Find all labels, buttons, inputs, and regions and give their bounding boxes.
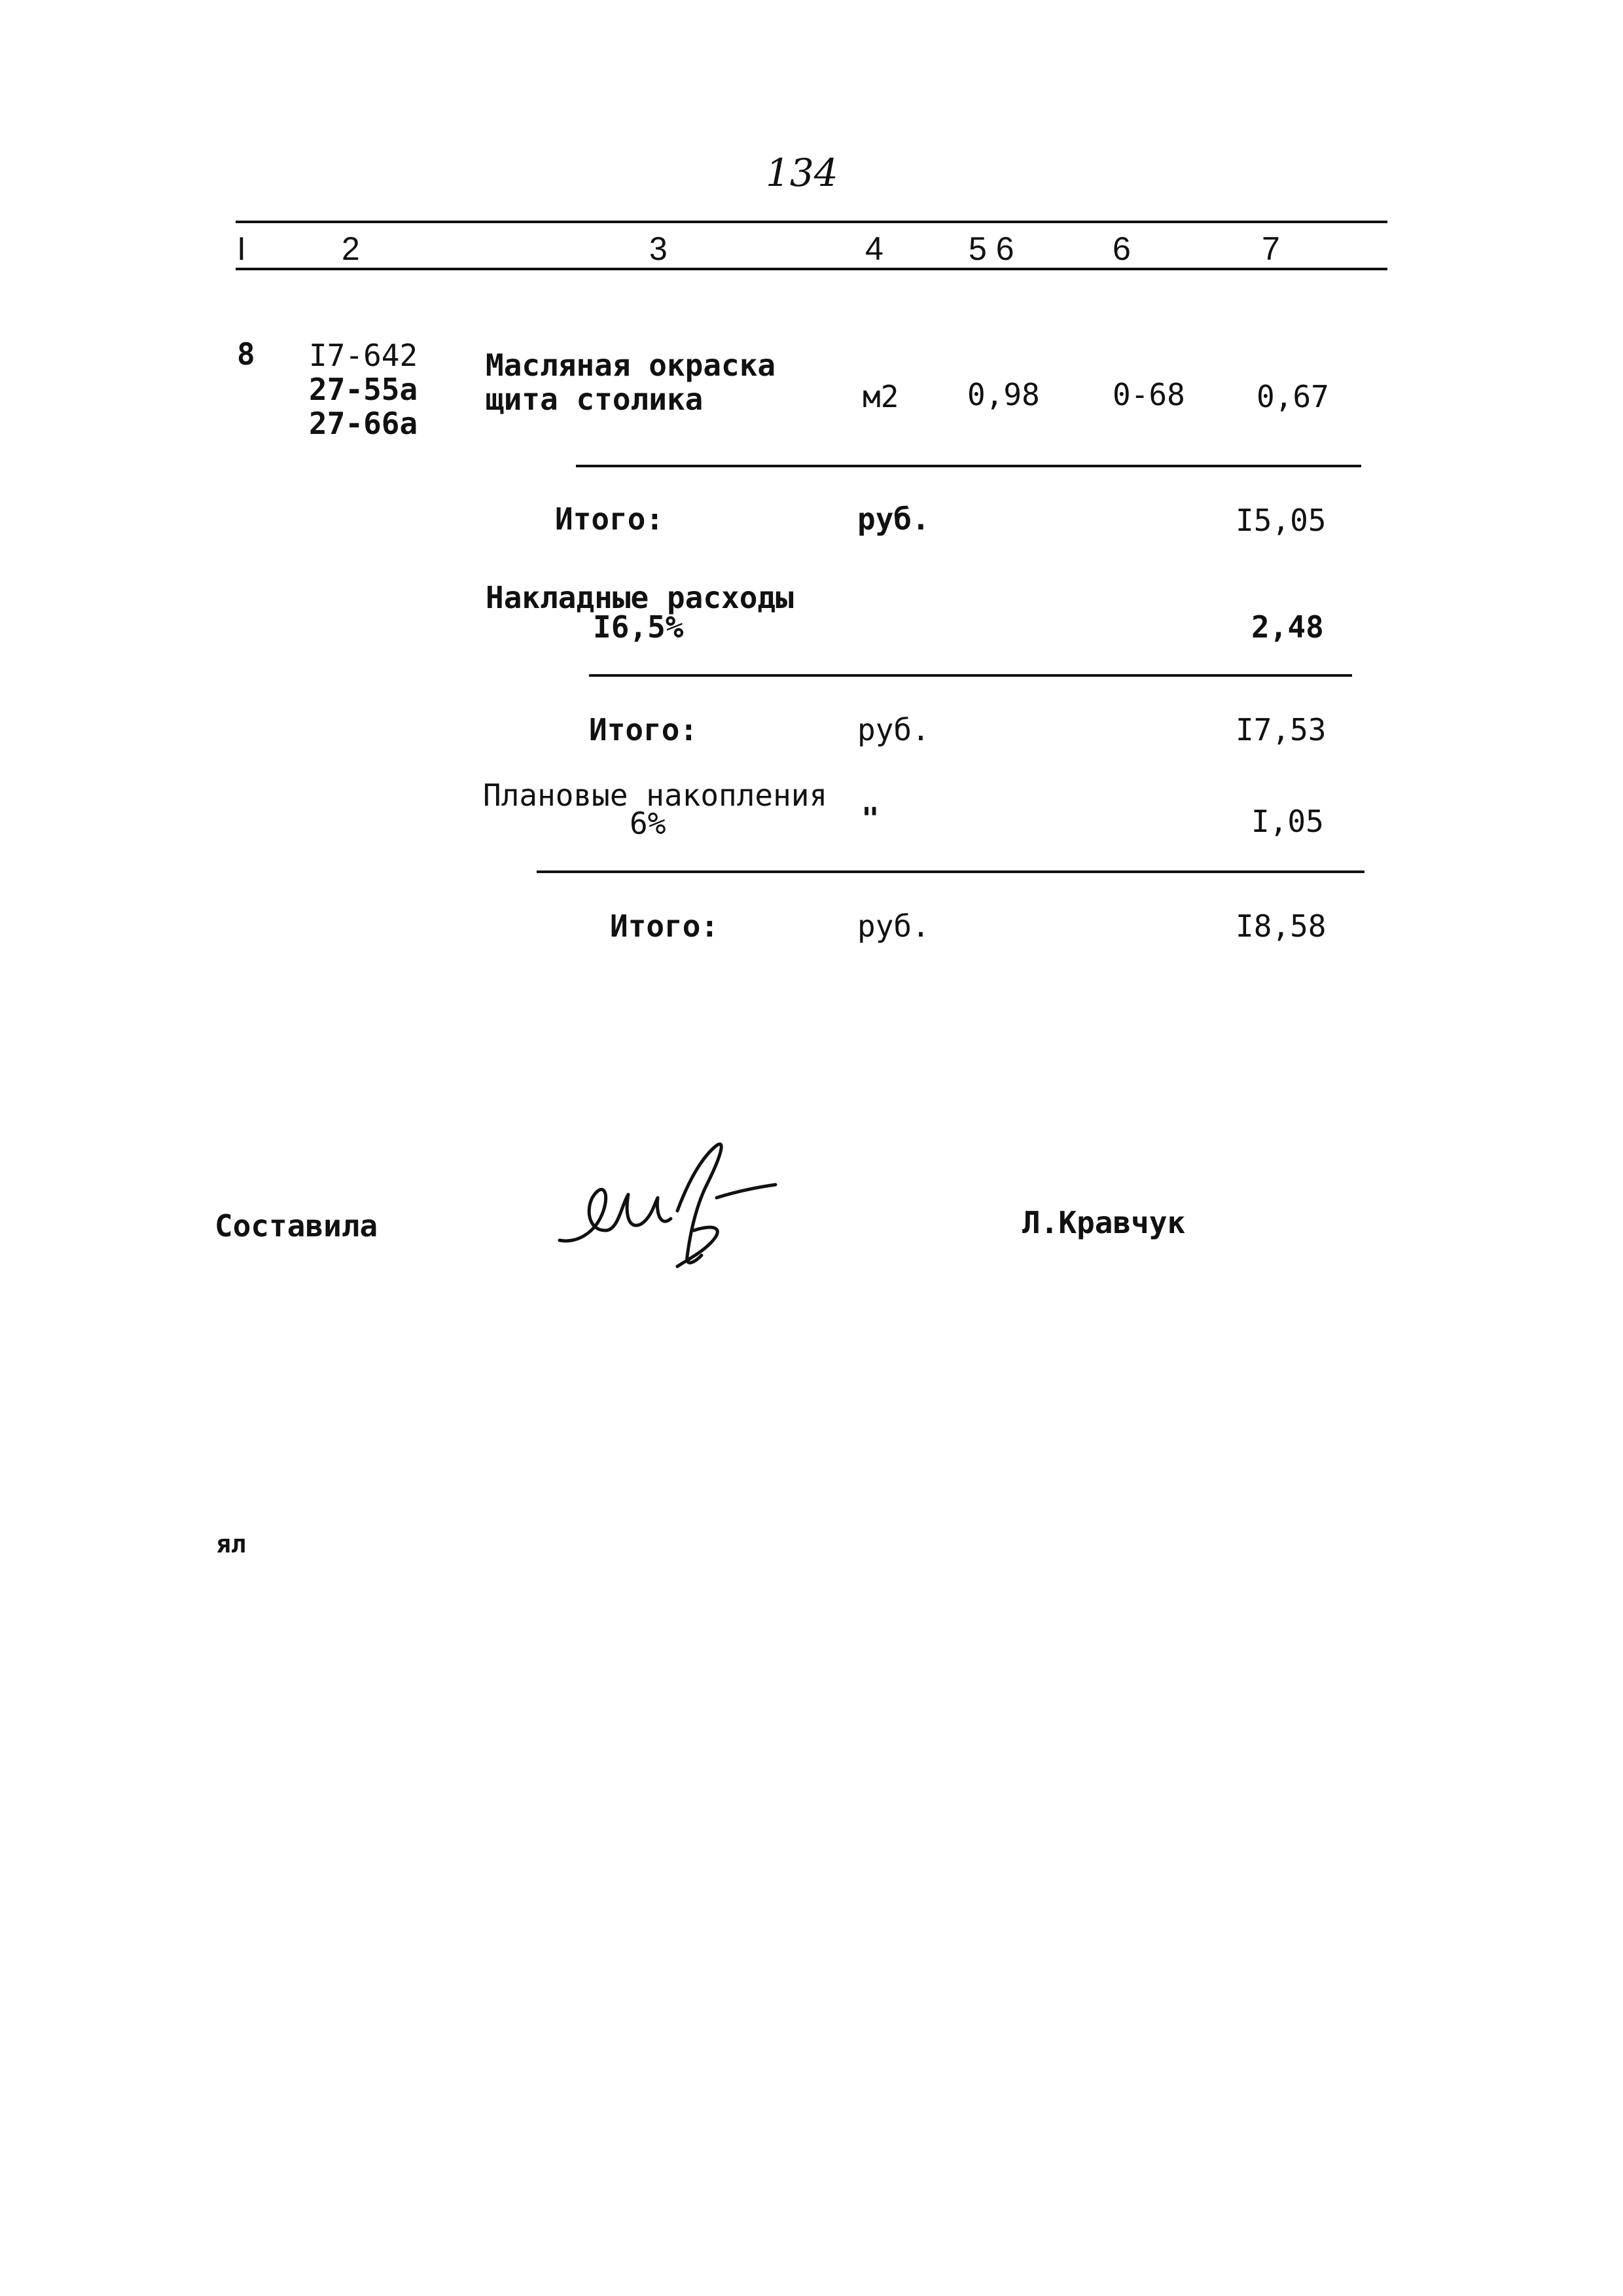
col-header-7: 7 — [1262, 230, 1280, 267]
col-header-2: 2 — [342, 230, 360, 267]
row-code-1: I7-642 — [309, 338, 418, 373]
col-header-4: 4 — [865, 230, 883, 267]
row-code-3: 27-66а — [309, 406, 418, 441]
total-3-value: I8,58 — [1236, 908, 1327, 944]
row-code-2: 27-55а — [309, 372, 418, 407]
col-header-1: I — [237, 230, 246, 267]
row-description-line-2: щита столика — [486, 382, 704, 417]
row-col7: 0,67 — [1257, 379, 1329, 414]
savings-label-line-1: Плановые накопления — [483, 778, 828, 813]
row-description-line-1: Масляная окраска — [486, 348, 776, 383]
row-col5: 0,98 — [967, 377, 1040, 412]
compiled-by-label: Составила — [215, 1208, 378, 1244]
col-header-5: 5 6 — [969, 230, 1014, 267]
subtotal-rule-2 — [589, 674, 1352, 677]
subtotal-rule-3 — [537, 870, 1364, 873]
savings-value: I,05 — [1251, 804, 1324, 839]
overhead-value: 2,48 — [1251, 609, 1324, 645]
total-2-unit: руб. — [857, 712, 930, 747]
header-top-rule — [236, 221, 1387, 223]
total-2-label: Итого: — [589, 712, 698, 747]
row-unit: м2 — [863, 379, 899, 414]
row-number: 8 — [237, 336, 255, 372]
col-header-3: 3 — [649, 230, 668, 267]
total-1-value: I5,05 — [1236, 503, 1327, 538]
header-bottom-rule — [236, 268, 1387, 270]
total-2-value: I7,53 — [1236, 712, 1327, 747]
overhead-label-line-1: Накладные расходы — [486, 580, 794, 615]
total-1-unit: руб. — [857, 501, 930, 537]
row-col6: 0-68 — [1113, 377, 1185, 412]
total-3-unit: руб. — [857, 908, 930, 944]
overhead-label-line-2: I6,5% — [593, 609, 684, 645]
savings-unit: " — [861, 801, 880, 836]
typist-initials: ял — [216, 1530, 246, 1558]
signature — [556, 1132, 792, 1276]
total-1-label: Итого: — [555, 501, 664, 537]
total-3-label: Итого: — [610, 908, 719, 944]
col-header-6: 6 — [1113, 230, 1131, 267]
page-number: 134 — [766, 151, 838, 195]
savings-label-line-2: 6% — [630, 806, 666, 841]
subtotal-rule-1 — [576, 465, 1361, 467]
compiler-name: Л.Кравчук — [1022, 1205, 1186, 1240]
